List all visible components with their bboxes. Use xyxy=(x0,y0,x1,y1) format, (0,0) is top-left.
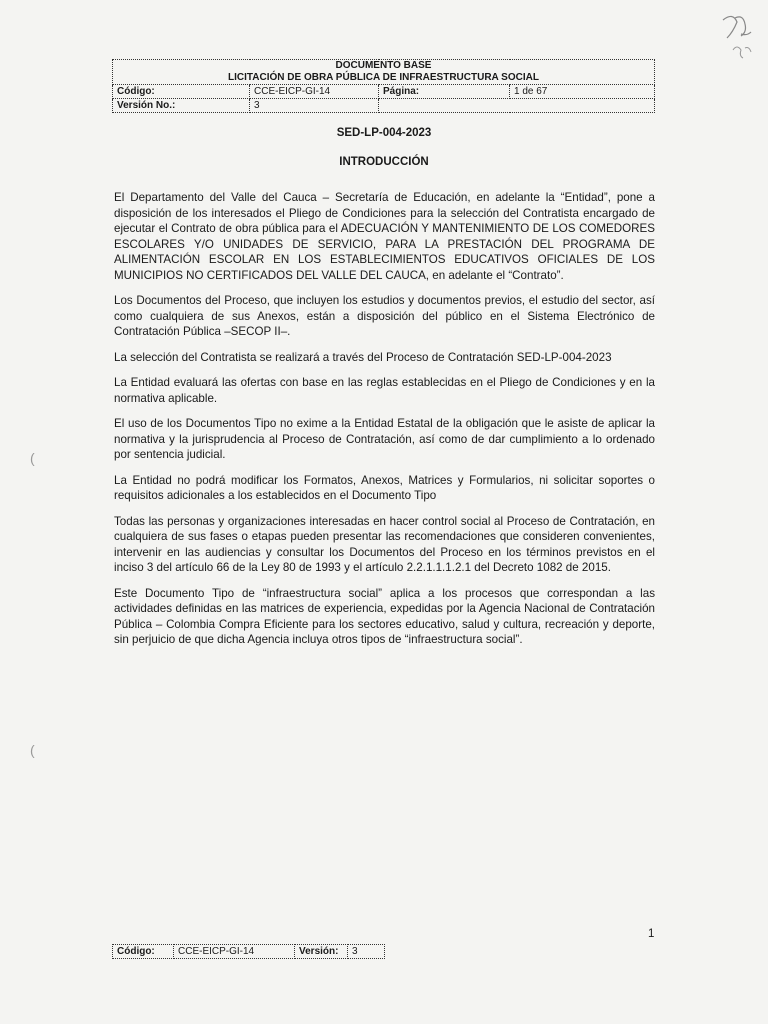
paragraph: Todas las personas y organizaciones interesadas en hacer control social al Proceso de Contratación, en cualquiera de sus fases o etapas pueden presentar las recomendaciones que consideren convenientes, intervenir en las audiencias y consultar los Documentos del Proceso en los términos previstos en el inciso 3 del artículo 66 de la Ley 80 de 1993 y el artículo 2.2.1.1.1.2.1 del Decreto 1082 de 2015. xyxy=(114,514,655,574)
page-value: 1 de 67 xyxy=(510,85,655,99)
paragraph: El Departamento del Valle del Cauca – Secretaría de Educación, en adelante la “Entidad”, pone a disposición de los interesados el Pliego de Condiciones para la selección del Contratista encargado de ejecutar el Contrato de obra pública para el ADECUACIÓN Y MANTENIMIENTO DE LOS COMEDORES ESCOLARES Y/O UNIDADES DE SERVICIO, PARA LA PRESTACIÓN DEL PROGRAMA DE ALIMENTACIÓN ESCOLAR EN LOS ESTABLECIMIENTOS EDUCATIVOS OFICIALES DE LOS MUNICIPIOS NO CERTIFICADOS DEL VALLE DEL CAUCA, en adelante el “Contrato”. xyxy=(114,191,655,282)
margin-mark: ( xyxy=(30,450,35,466)
footer-code-label: Código: xyxy=(113,945,174,959)
paragraph: La selección del Contratista se realizará a través del Proceso de Contratación SED-LP-004-2023 xyxy=(114,350,612,364)
header-empty-cell xyxy=(379,99,655,113)
handwritten-annotation xyxy=(715,8,765,68)
paragraph: Este Documento Tipo de “infraestructura social” aplica a los procesos que correspondan a las actividades definidas en las matrices de experiencia, expedidas por la Agencia Nacional de Contratación Pública – Colombia Compra Eficiente para los sectores educativo, salud y cultura, recreación y deporte, sin perjuicio de que dicha Agencia incluya otros tipos de “infraestructura social”. xyxy=(114,586,655,646)
section-title: INTRODUCCIÓN xyxy=(339,156,429,168)
code-label: Código: xyxy=(113,85,250,99)
header-table xyxy=(112,59,655,113)
footer-version-value: 3 xyxy=(348,945,385,959)
process-code: SED-LP-004-2023 xyxy=(336,127,432,139)
header-title xyxy=(113,60,655,85)
footer-code-value: CCE-EICP-GI-14 xyxy=(174,945,295,959)
version-label: Versión No.: xyxy=(113,99,250,113)
header-line2: LICITACIÓN DE OBRA PÚBLICA DE INFRAESTRUCTURA SOCIAL xyxy=(228,72,539,83)
footer-version-label: Versión: xyxy=(295,945,348,959)
paragraph: El uso de los Documentos Tipo no exime a la Entidad Estatal de la obligación que le asiste de aplicar la normativa y la jurisprudencia al Proceso de Contratación, así como de dar cumplimiento a lo ordenado por sentencia judicial. xyxy=(114,417,655,461)
footer-table xyxy=(112,944,385,959)
body-text xyxy=(114,190,655,658)
paragraph: Los Documentos del Proceso, que incluyen los estudios y documentos previos, el estudio del sector, así como cualquiera de sus Anexos, están a disposición del público en el Sistema Electrónico de Contratación Pública –SECOP II–. xyxy=(114,294,655,338)
paragraph: La Entidad evaluará las ofertas con base en las reglas establecidas en el Pliego de Condiciones y en la normativa aplicable. xyxy=(114,376,655,405)
header-line1: DOCUMENTO BASE xyxy=(335,60,432,71)
version-value: 3 xyxy=(250,99,379,113)
page-label: Página: xyxy=(379,85,510,99)
margin-mark: ( xyxy=(30,742,35,758)
page-number: 1 xyxy=(648,928,655,940)
paragraph: La Entidad no podrá modificar los Formatos, Anexos, Matrices y Formularios, ni solicitar soportes o requisitos adicionales a los establecidos en el Documento Tipo xyxy=(114,473,655,502)
code-value: CCE-EICP-GI-14 xyxy=(250,85,379,99)
